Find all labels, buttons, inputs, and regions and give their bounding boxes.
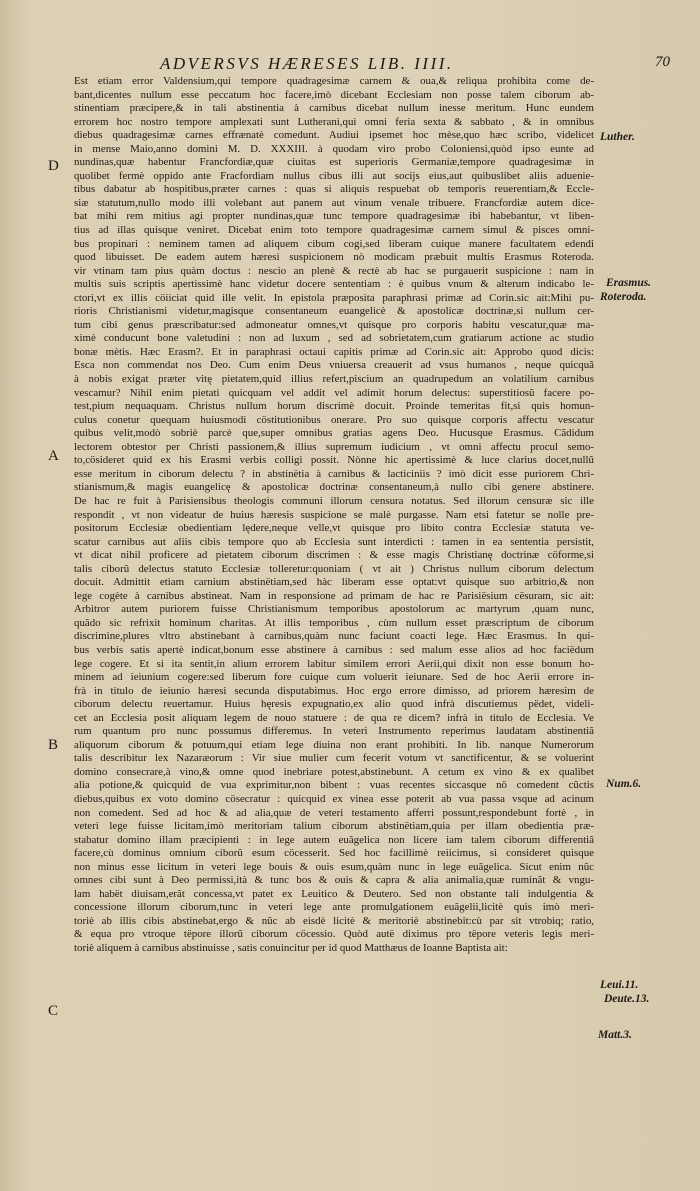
text-line: multis suis scriptis apertissimè hanc videtur docere sententiam : è quibus vnum & alterum indicabo le- — [74, 278, 594, 291]
text-line: De hac re fuit à Parisiensibus theologis communi illorum censura notatus. Sed illorum censuræ sic ille — [74, 494, 594, 507]
text-line: ciborum delectu reuertamur. Huius hęresis expugnatio,ex alio quod infrà discutiemus pëdet, videli- — [74, 698, 594, 711]
text-line: to,cösideret quid ex his Erasmi verbis colligi possit. Nònne hic apertissimè & luce clarius docet,nullũ — [74, 454, 594, 467]
text-line: esse meritum in ciborum delectu ? in abstinëtia à carnibus & lacticiniis ? imò dicit esse puriorem Chri- — [74, 467, 594, 480]
margin-note-deute: Deute.13. — [604, 993, 650, 1005]
text-line: aliquorum ciborum & potuum,qui etiam lege diuina non erant prohibiti. In lib. nanque Numerorum — [74, 738, 594, 751]
text-line: cet an Ecclesia posit aliquam legem de nouo statuere : de qua re dicem? infrà in titulo de Ecclesia. Ve — [74, 711, 594, 724]
text-line: bus propinari : neminem tamen ad aliquem cibum cogi,sed liberam cuique manere facultatem edendi — [74, 237, 594, 250]
text-line: diebus quadragesimæ carnes effrænatè comedunt. Audiui ipsemet hoc mèse,quo hæc scribo, videlicet — [74, 129, 594, 142]
text-line: respondit , vt non videatur de huius hæresis suspicione se malè purgasse. Nam etsi fatetur se nolle pre- — [74, 508, 594, 521]
text-line: talis describitur lex Nazaræorum : Vir siue mulier cum fecerit votum vt sanctificentur, & se voluerint — [74, 752, 594, 765]
text-line: lege cogète à carnibus abstineat. Nam in responsione ad primam de hac re Parisiësium cësuram, sic ait: — [74, 589, 594, 602]
section-letter-a: A — [48, 448, 59, 464]
text-line: veteri lege fuisse licitam,imò meritoriam talium ciborum abstinëtiam,quia per illam obedientia præ- — [74, 820, 594, 833]
text-line: rioris Christianismi videtur,magisque consentaneum euangelicè & apostolicæ doctrinæ,si nullum cer- — [74, 305, 594, 318]
text-line: minem ad ieiunium cogere:sed liberum fore cuique cum voluerit ieiunare. Sed de hoc Aerii errore in- — [74, 671, 594, 684]
text-line: domino consecrare,à vino,& omne quod inebriare potest,abstinebunt. A cetum ex vino & ex qualibet — [74, 765, 594, 778]
margin-note-num: Num.6. — [606, 778, 642, 790]
text-line: positorum Ecclesiæ obedientiam lędere,neque velle,vt quisque pro libito contra Ecclesiæ statuta ve- — [74, 522, 594, 535]
text-line: alia potione,& quicquid de vua exprimitur,non bibent : vuas recentes siccasque nö comedent cũctis — [74, 779, 594, 792]
text-line: toriè aliquem à carnibus abstinuisse , satis conuincitur per id quod Matthæus de Ioanne Baptista ait: — [74, 942, 508, 954]
text-line: stinentiam præcipere,& in tali abstinentia à carnibus dicebat nullum inesse meritum. Hunc eundem — [74, 102, 594, 115]
text-line: & equa pro vtroque tëpore illorũ ciborum cöcessio. Quòd autë diximus pro tëpore veteris legis meri- — [74, 928, 594, 941]
text-line: Est etiam error Valdensium,qui tempore quadragesimæ carnem & oua,& reliqua prohibita come de- — [74, 75, 594, 87]
text-line: tibus dabatur ab hospitibus,præter carnes : quas si aliquis respuebat ob temporis reuerentiam,& Eccle- — [74, 183, 594, 196]
text-line: ximè conducunt bone valetudini : non ad luxum , sed ad sobrietatem,cum gratiarum actione ac studio — [74, 332, 594, 345]
text-line: concessione illorum ciborum,tunc in veteri lege ante promulgationem euãgelii,licitè quis imò meri- — [74, 901, 594, 914]
text-line: à nobis exigat præter vitę pietatem,quid illius refert,piscium an quadrupedum an volatilium carnibus — [74, 373, 594, 386]
text-line: Arbitror autem puriorem fuisse Christianismum temporibus apostolorum ac martyrum ,quam nunc, — [74, 603, 594, 616]
text-line: Esca non commendat nos Deo. Cum enim Deus vniuersa creauerit ad vsus humanos , neque quicquã — [74, 359, 594, 372]
margin-note-matt: Matt.3. — [598, 1029, 632, 1041]
text-line: scatur carnibus aut aliis cibis tempore quo ab Ecclesia sunt interdicti : tamen in ea sententia persistit, — [74, 535, 594, 548]
text-line: culus conetur quequam huiusmodi cöstitutionibus onerare. Pro suo quisque corporis affectu vescatur — [74, 413, 594, 426]
text-line: tius ad illas quisque veniret. Dicebat enim toto tempore quadragesimæ carnem simul & pisces omni- — [74, 224, 594, 237]
text-line: frà in titulo de ieiunio hæresi secunda disputabimus. Hoc ergo errore dimisso, ad priorem hæresim de — [74, 684, 594, 697]
text-line: quibus velit,modò sobriè parcè que,super omnibus gratias agens Deo. Hucusque Erasmus. Cãdidum — [74, 427, 594, 440]
text-line: bant,dicentes nullum esse peccatum hoc facere,imò dicebant Ecclesiam non posse talem ciborum ab- — [74, 88, 594, 101]
margin-note-erasmus: Erasmus. — [606, 277, 652, 289]
text-line: ctori,vt ex illis cöiiciat quid ille velit. In epistola præposita paraphrasi primæ ad Corin.sic ait:Mihi pu- — [74, 291, 594, 304]
text-line: lam habët diuisam,erãt concessa,vt patet ex Leuitico & Deutero. Sed non obstante tali indulgentia & — [74, 887, 594, 900]
text-line: lectorem obtestor per Christi passionem,& illius supremum iudicium , vt omni affectu procul semo- — [74, 440, 594, 453]
text-line: non minus esse licitum in veteri lege bouis & ouis esum,quàm nunc in lege euãgelica. Sicut enim nũc — [74, 860, 594, 873]
section-letter-d: D — [48, 158, 59, 174]
text-line: facere,cù dominus omnium ciborũ esum cöcesserit. Sed hoc facillimè reiicimus, si consideret quisque — [74, 847, 594, 860]
text-line: quolibet fermè oppido ante Fracfordiam nullus cibus illi aut socijs eius,aut quibuslibet aliis aduenie- — [74, 169, 594, 182]
text-line: rum quantum pro nunc possumus differemus. In veteri Instrumento reperimus laudatam abstinentiã — [74, 725, 594, 738]
margin-note-leui: Leui.11. — [600, 979, 639, 991]
text-line: errorem hoc nostro tempore amplexati sunt Lutherani,qui omni feria sexta & sabbato , & in omnibus — [74, 115, 594, 128]
text-line: discrimine,plures vltro abstinebant à carnibus,quàm nunc faciunt coacti lege. Hæc Erasmus. In qui- — [74, 630, 594, 643]
text-line: toriè ab illis cibis abstinebat,ergo & nũc ab eisdè licitè & meritoriè abstinebit:cù par sit vtrobiq; ratio, — [74, 914, 594, 927]
text-line: non comedent. Sed ad hoc & ad alia,quæ de veteri testamento afferri possunt,respondebunt fortè , in — [74, 806, 594, 819]
text-line: omnes cibi sunt à Deo permissi,ità & tunc bos & ouis & capra & alia animalia,quæ ruminãt & vngu- — [74, 874, 594, 887]
text-line: bonæ mètis. Hæc Erasm?. Et in paraphrasi octaui capitis primæ ad Corin.sic ait: Approbo quod dicis: — [74, 345, 594, 358]
text-line: talis ciborũ delectus statuto Ecclesiæ tolleretur:quoniam ( vt ait ) Christus nullum ciborum delectum — [74, 562, 594, 575]
text-line: vescamur? Nihil enim pietati quicquam vel addit vel adimit horum delectus: superstitiosũ facere po- — [74, 386, 594, 399]
section-letter-c: C — [48, 1003, 59, 1019]
margin-note-roteroda: Roteroda. — [600, 291, 647, 303]
text-line: stianismum,& magis euangelicę & apostolicæ doctrinæ consentaneum,à nullo cibi genere abstinere. — [74, 481, 594, 494]
text-line: bus verbis satis apertè indicat,bonum esse abstinere à carnibus : sed malum esse alios ad hoc faciëdum — [74, 643, 594, 656]
text-line: test,pium nequaquam. Christus nullum horum discrimè docuit. Proinde temeritas fit,si quis homun- — [74, 400, 594, 413]
text-line: lege cogere. Et si ita sentit,in alium errorem labitur similem errori Aerii,qui dixit non esse bonum ho- — [74, 657, 594, 670]
text-line: quod libuisset. De eadem autem hæresi suspicionem nò modicam præbuit multis Erasmus Roteroda. — [74, 251, 594, 264]
body-text — [74, 75, 594, 956]
section-letter-b: B — [48, 737, 59, 753]
text-line: vt dicat nihil proficere ad pietatem ciborum discrimen : & esse magis Christianę doctrinæ cöforme,si — [74, 549, 594, 562]
text-line: diebus,quibus ex voto domino cösecratur : quicquid ex vinea esse poterit ab vua passa vsque ad acinum — [74, 792, 594, 805]
text-line: bat mihi rem mitius agi propter nundinas,quæ tunc tempore quadragesimæ ibi habebantur, vt liben- — [74, 210, 594, 223]
text-line: in mense Maio,anno domini M. D. XXXIII. à quodam viro probo Coloniensi,quòd ipso eunte ad — [74, 142, 594, 155]
text-line: nundinas,quæ habentur Francfordiæ,quæ ciuitas est superioris Germaniæ,tempore quadragesimæ in — [74, 156, 594, 169]
text-line: quãdo sic refrixit hominum charitas. At illis temporibus , cùm nullum esset præscriptum de ciborum — [74, 616, 594, 629]
text-line: docuit. Admittit etiam carnium abstinëtiam,sed hàc liberam esse optat:vt quisque suo arbitrio,& non — [74, 576, 594, 589]
margin-note-luther: Luther. — [600, 131, 635, 143]
text-line: stabatur domino illam præcipienti : in lege autem euãgelica non licere iam talem ciborum differentiã — [74, 833, 594, 846]
text-line: tum cibi genus præscribatur:sed admoneatur omnes,vt quisque pro corporis habitu vescatur,quæ ma- — [74, 318, 594, 331]
running-title: ADVERSVS HÆRESES LIB. IIII. — [160, 54, 454, 73]
text-line: vir vtinam tam pius quàm doctus : nescio an plenè & rectè ab hac se purgauerit suspicione : nam in — [74, 264, 594, 277]
page-number: 70 — [655, 54, 670, 70]
text-line: siæ statutum,nullo modo illi volebant aut panem aut vinum venale tribuere. Francfordiæ autem dice- — [74, 196, 594, 209]
